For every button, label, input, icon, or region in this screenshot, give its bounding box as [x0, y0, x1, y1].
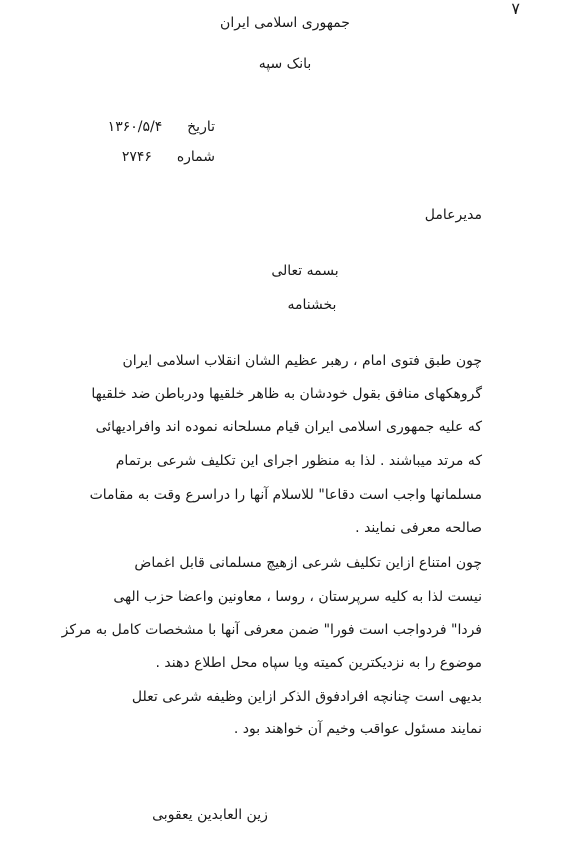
date-value: ۱۳۶۰/۵/۴: [107, 119, 163, 135]
letterhead-republic: جمهوری اسلامی ایران: [220, 15, 350, 31]
paragraph1-line: مسلمانها واجب است دقاعا" للاسلام آنها را دراسرع وقت به مقامات: [89, 487, 482, 503]
paragraph2-line: نیست لذا به کلیه سرپرستان ، روسا ، معاونین واعضا حزب الهی: [113, 589, 482, 605]
paragraph1-line: که مرتد میباشند . لذا به منظور اجرای این تکلیف شرعی برتمام: [115, 453, 482, 469]
number-row: [55, 148, 215, 166]
letterhead-bank: بانک سپه: [258, 56, 312, 72]
number-value: ۲۷۴۶: [121, 149, 152, 165]
date-row: [55, 118, 215, 136]
paragraph2-line: موضوع را به نزدیکترین کمیته ویا سپاه محل اطلاع دهند .: [155, 655, 482, 671]
date-label: تاریخ: [187, 119, 215, 135]
paragraph3-line: نمایند مسئول عواقب وخیم آن خواهند بود .: [233, 721, 482, 737]
addressee: مدیرعامل: [424, 207, 482, 223]
number-label: شماره: [176, 149, 215, 165]
invocation: بسمه تعالی: [271, 263, 339, 279]
page-corner-mark: ٧: [511, 0, 520, 18]
signature-name: زین العابدین یعقوبی: [152, 807, 268, 823]
paragraph1-line: که علیه جمهوری اسلامی ایران قیام مسلحانه نموده اند وافرادیهائی: [95, 419, 482, 435]
paragraph3-line: بدیهی است چنانچه افرادفوق الذکر ازاین وظیفه شرعی تعلل: [131, 689, 482, 705]
paragraph2-line: فردا" فردواجب است فورا" ضمن معرفی آنها با مشخصات کامل به مرکز: [61, 622, 482, 638]
paragraph1-line: صالحه معرفی نمایند .: [355, 520, 482, 536]
paragraph1-line: گروهکهای منافق بقول خودشان به ظاهر خلقیها ودرباطن ضد خلقیها: [91, 386, 482, 402]
paragraph1-line: چون طبق فتوی امام ، رهبر عظیم الشان انقلاب اسلامی ایران: [122, 353, 482, 369]
paragraph2-line: چون امتناع ازاین تکلیف شرعی ازهیچ مسلمانی قابل اغماض: [134, 555, 482, 571]
document-type: بخشنامه: [287, 297, 337, 313]
